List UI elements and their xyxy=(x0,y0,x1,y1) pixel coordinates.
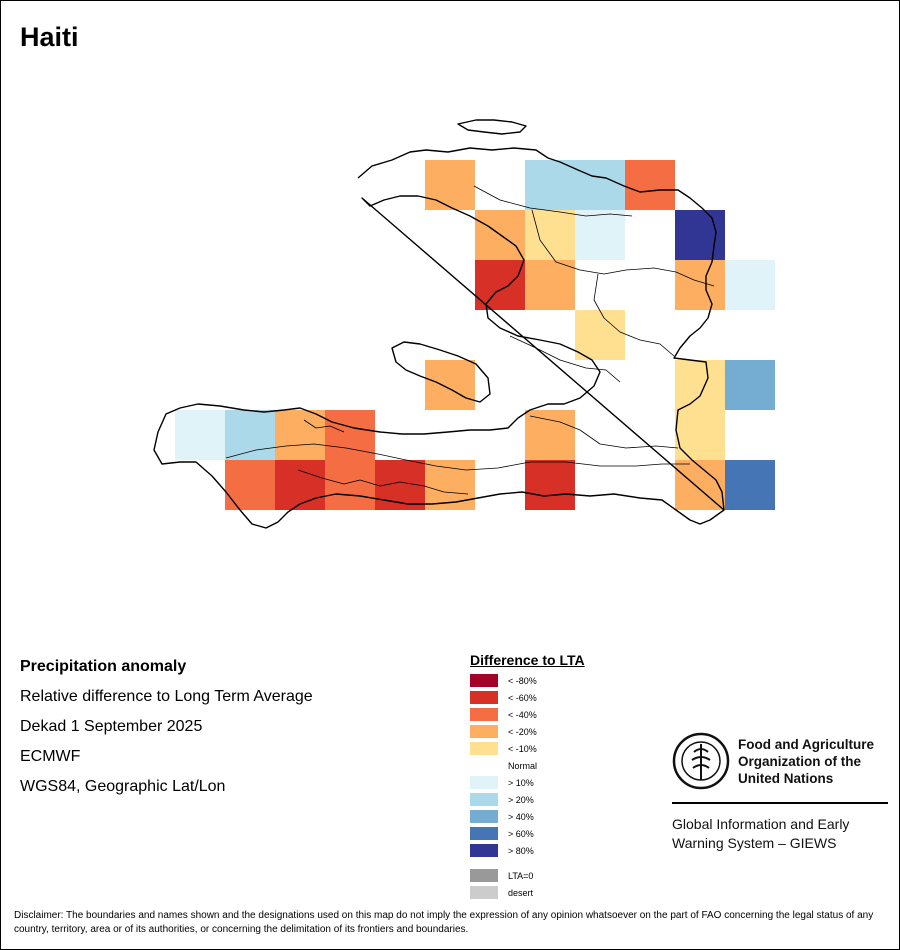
legend-row xyxy=(470,842,660,859)
grid-cell xyxy=(675,360,725,410)
legend-label: < -10% xyxy=(508,743,537,754)
grid-cell xyxy=(275,460,325,510)
grid-cell xyxy=(675,410,725,460)
fao-logo-icon xyxy=(672,732,730,790)
legend-row xyxy=(470,689,660,706)
legend-title: Difference to LTA xyxy=(470,652,585,668)
disclaimer: Disclaimer: The boundaries and names shown and the designations used on this map do not imply the expression of any opinion whatsoever on the part of FAO concerning the legal status of any country, territory, area or of its authorities, or concerning the delimitation of its frontiers and boundaries. xyxy=(14,910,874,935)
legend-row xyxy=(470,706,660,723)
giews-name xyxy=(672,815,888,853)
legend-extra xyxy=(470,867,660,901)
legend-row xyxy=(470,867,660,884)
legend-swatch xyxy=(470,844,498,857)
fao-name-line2: Organization of the xyxy=(738,753,861,769)
grid-cell xyxy=(325,460,375,510)
giews-line1: Global Information and Early xyxy=(672,816,850,832)
grid-cell xyxy=(525,260,575,310)
legend-label: LTA=0 xyxy=(508,870,534,881)
legend-label: > 10% xyxy=(508,777,534,788)
legend-swatch xyxy=(470,827,498,840)
legend-label: > 80% xyxy=(508,845,534,856)
info-source: ECMWF xyxy=(20,748,81,765)
grid-cell xyxy=(425,160,475,210)
legend-swatch xyxy=(470,886,498,899)
grid-cell xyxy=(625,160,675,210)
legend-row xyxy=(470,757,660,774)
legend-swatch xyxy=(470,725,498,738)
grid-cell xyxy=(725,360,775,410)
legend-label: desert xyxy=(508,887,534,898)
legend-swatch xyxy=(470,708,498,721)
legend-label: > 60% xyxy=(508,828,534,839)
legend-row xyxy=(470,791,660,808)
legend-label: > 40% xyxy=(508,811,534,822)
fao-name-line3: United Nations xyxy=(738,770,834,786)
legend-swatch xyxy=(470,869,498,882)
legend-swatch xyxy=(470,691,498,704)
grid-cell xyxy=(275,410,325,460)
legend-label: Normal xyxy=(508,760,538,771)
legend-label: < -40% xyxy=(508,709,537,720)
giews-line2: Warning System – GIEWS xyxy=(672,835,837,851)
legend-row xyxy=(470,808,660,825)
legend xyxy=(470,652,660,901)
info-projection: WGS84, Geographic Lat/Lon xyxy=(20,778,226,795)
legend-label: < -80% xyxy=(508,675,537,686)
fao-branding xyxy=(672,732,888,853)
fao-name xyxy=(738,736,874,787)
grid-cell xyxy=(725,460,775,510)
legend-swatch xyxy=(470,742,498,755)
grid-cell xyxy=(175,410,225,460)
anomaly-grid xyxy=(175,160,775,510)
fao-divider xyxy=(672,802,888,804)
info-period: Dekad 1 September 2025 xyxy=(20,718,203,735)
legend-swatch xyxy=(470,674,498,687)
legend-swatch xyxy=(470,793,498,806)
grid-cell xyxy=(425,360,475,410)
grid-cell xyxy=(525,210,575,260)
map-info xyxy=(20,656,313,806)
legend-label: < -60% xyxy=(508,692,537,703)
legend-row xyxy=(470,884,660,901)
info-subtitle: Relative difference to Long Term Average xyxy=(20,688,313,705)
grid-cell xyxy=(225,460,275,510)
legend-items xyxy=(470,672,660,859)
legend-label: < -20% xyxy=(508,726,537,737)
grid-cell xyxy=(675,260,725,310)
grid-cell xyxy=(325,410,375,460)
grid-cell xyxy=(575,160,625,210)
legend-row xyxy=(470,723,660,740)
info-title: Precipitation anomaly xyxy=(20,658,187,675)
map-title: Haiti xyxy=(20,22,79,52)
legend-row xyxy=(470,774,660,791)
fao-name-line1: Food and Agriculture xyxy=(738,736,874,752)
grid-cell xyxy=(525,160,575,210)
legend-row xyxy=(470,740,660,757)
grid-cell xyxy=(725,260,775,310)
grid-cell xyxy=(525,410,575,460)
legend-row xyxy=(470,825,660,842)
grid-cell xyxy=(575,310,625,360)
grid-cell xyxy=(575,210,625,260)
legend-row xyxy=(470,672,660,689)
legend-swatch xyxy=(470,810,498,823)
legend-swatch xyxy=(470,776,498,789)
grid-cell xyxy=(675,210,725,260)
legend-label: > 20% xyxy=(508,794,534,805)
grid-cell xyxy=(525,460,575,510)
grid-cell xyxy=(225,410,275,460)
